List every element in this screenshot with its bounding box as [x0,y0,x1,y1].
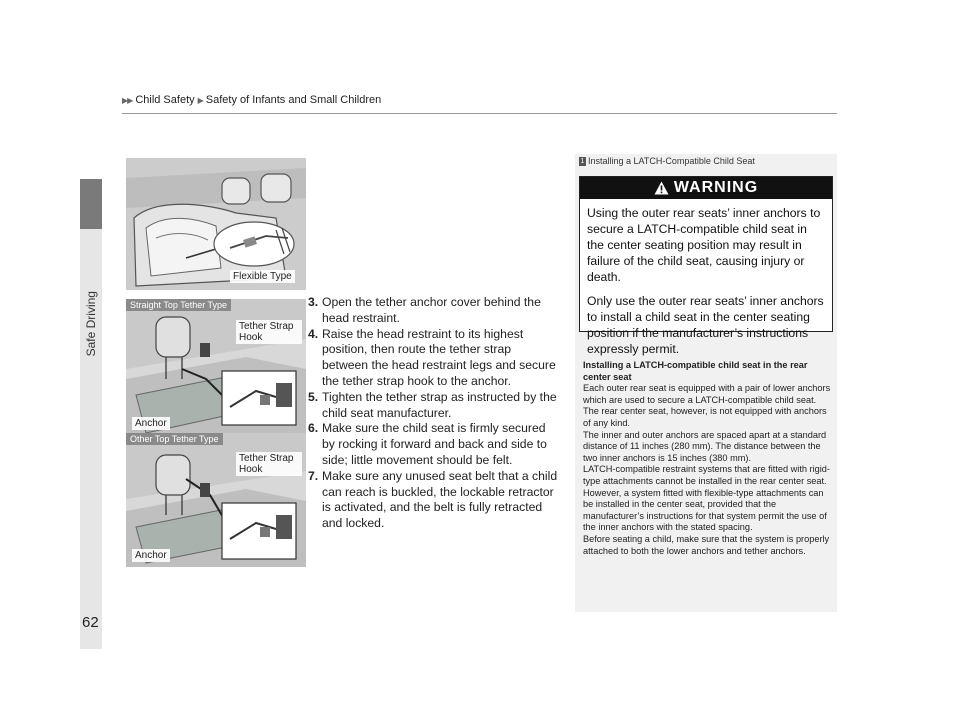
breadcrumb-item-safety-of-infants[interactable]: Safety of Infants and Small Children [205,94,382,106]
breadcrumb [122,94,381,106]
note-paragraph: Before seating a child, make sure that the system is properly attached to both the lower anchors and tether anchors. [583,533,830,556]
breadcrumb-arrow-icon: ▶▶ [122,95,133,105]
header-divider [122,113,837,114]
step-item [308,469,558,532]
warning-label: WARNING [673,179,759,196]
warning-body [580,199,832,357]
step-number: 6. [308,421,319,436]
page-number: 62 [82,614,99,631]
step-item [308,327,558,390]
step-text: Make sure any unused seat belt that a child can reach is buckled, the lockable retractor is activated, and the belt is fully retracted and locked. [322,468,558,531]
note-header-text: Installing a LATCH-Compatible Child Seat [588,156,755,166]
step-text: Make sure the child seat is firmly secured by rocking it forward and back and side to side; little movement should be felt. [322,421,547,467]
tether-strap-hook-label: Tether Strap Hook [236,320,302,344]
other-type-tag: Other Top Tether Type [126,433,223,445]
step-text: Open the tether anchor cover behind the head restraint. [322,295,541,325]
section-tab-label: Safe Driving [84,291,98,357]
warning-box [579,176,833,356]
breadcrumb-item-child-safety[interactable]: Child Safety [135,94,195,106]
step-number: 3. [308,295,319,309]
figure-flexible-type [126,158,306,290]
step-number: 4. [308,326,319,341]
step-text: Tighten the tether strap as instructed by the child seat manufacturer. [322,389,557,420]
step-item [308,421,558,468]
step-item [308,295,558,327]
step-text: Raise the head restraint to its highest position, then route the tether strap between the head restraint legs and secure the tether strap hook to the anchor. [322,326,556,388]
breadcrumb-arrow-icon: ▶ [197,95,203,105]
note-badge: 1 [580,157,585,165]
step-number: 5. [308,389,319,404]
figure-other-top-tether [126,433,306,567]
note-body [583,360,833,557]
warning-header [580,177,832,199]
anchor-label: Anchor [132,417,170,430]
note-title: Installing a LATCH-compatible child seat in the rear center seat [583,360,808,382]
warning-triangle-icon [654,181,669,195]
step-item [308,390,558,422]
note-panel [575,154,837,612]
straight-type-tag: Straight Top Tether Type [126,299,231,311]
warning-paragraph: Using the outer rear seats’ inner anchors to secure a LATCH-compatible child seat in the center seating position may result in failure of the child seat, causing injury or death. [587,206,821,284]
step-number: 7. [308,468,319,483]
warning-paragraph: Only use the outer rear seats’ inner anchors to install a child seat in the center seating position if the manufacturer’s instructions expressly permit. [587,294,824,356]
flexible-type-label: Flexible Type [230,270,295,283]
tether-strap-hook-label: Tether Strap Hook [236,452,302,476]
note-header [579,156,755,166]
note-paragraph: LATCH-compatible restraint systems that are fitted with rigid-type attachments cannot be installed in the rear center seat. However, a system fitted with flexible-type attachments can be installed in the center seat, provided that the manufacturer’s instructions for that system permit the use of the inner anchors with the stated spacing. [583,464,830,533]
section-tab-marker [80,179,102,229]
anchor-label: Anchor [132,549,170,562]
installation-steps [308,295,558,532]
note-paragraph: Each outer rear seat is equipped with a pair of lower anchors which are used to secure a LATCH-compatible child seat. The rear center seat, however, is not equipped with anchors of any kind. [583,383,831,428]
note-paragraph: The inner and outer anchors are spaced apart at a standard distance of 11 inches (280 mm). The distance between the two inner anchors is 15 inches (380 mm). [583,429,827,463]
figure-straight-top-tether [126,299,306,437]
